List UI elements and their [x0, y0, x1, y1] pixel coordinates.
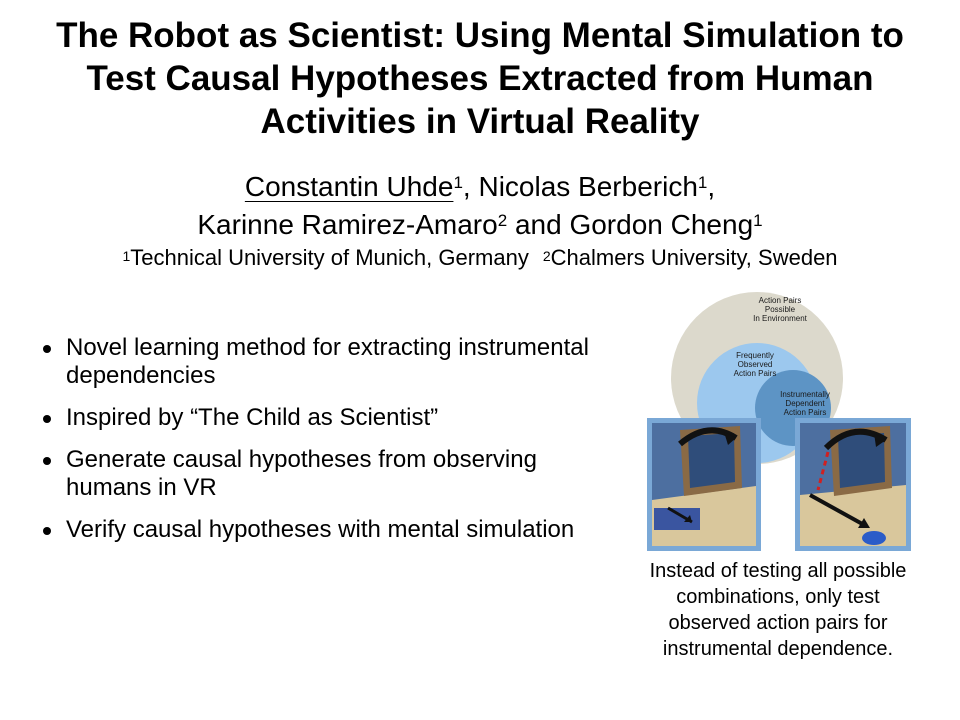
inner-label-line: Dependent [785, 399, 825, 408]
vr-scene-left [647, 418, 761, 551]
bullet-dot-icon [43, 415, 51, 423]
vr-scene-right [795, 418, 911, 551]
author-separator: , [707, 171, 716, 202]
affiliation-chalmers: Chalmers University, Sweden [550, 245, 838, 270]
middle-label-line: Frequently [736, 351, 774, 360]
bullet-text: Verify causal hypotheses with mental simulation [66, 516, 575, 543]
affil-mark: 1 [697, 173, 708, 192]
bullet-item [40, 334, 610, 390]
bullet-text: Novel learning method for extracting instrumental dependencies [66, 334, 589, 389]
bullet-item [40, 404, 610, 432]
bullet-text: Generate causal hypotheses from observing humans in VR [66, 446, 537, 501]
outer-label-line: In Environment [753, 314, 807, 323]
paper-title: The Robot as Scientist: Using Mental Simulation to Test Causal Hypotheses Extracted from Human Activities in Virtual Reality [56, 16, 904, 141]
middle-label-line: Observed [737, 360, 773, 369]
bullet-item [40, 516, 610, 544]
affil-mark: 1 [453, 173, 463, 192]
affiliations [0, 244, 960, 272]
outer-label-line: Possible [764, 305, 796, 314]
bullet-item [40, 446, 610, 502]
affil-mark: 2 [497, 211, 508, 230]
author-list [0, 168, 960, 244]
affil-mark: 2 [542, 248, 551, 264]
affil-mark: 1 [753, 211, 763, 230]
bullet-dot-icon [43, 527, 51, 535]
inner-label-line: Action Pairs [783, 408, 827, 417]
author-separator: and [507, 209, 570, 240]
author-cheng: Gordon Cheng [569, 209, 754, 240]
outer-label-line: Action Pairs [758, 296, 802, 305]
bullet-list [40, 334, 610, 558]
venn-figure [640, 290, 920, 555]
bullet-text: Inspired by “The Child as Scientist” [66, 404, 439, 431]
bullet-dot-icon [43, 457, 51, 465]
inner-label-line: Instrumentally [780, 390, 830, 399]
author-uhde: Constantin Uhde [244, 171, 454, 202]
figure-caption: Instead of testing all possible combinations, only test observed action pairs for instrumental dependence. [649, 560, 907, 660]
middle-label-line: Action Pairs [733, 369, 777, 378]
author-separator: , [462, 171, 479, 202]
affiliation-tum: Technical University of Munich, Germany [130, 245, 529, 270]
author-ramirez-amaro: Karinne Ramirez-Amaro [197, 209, 498, 240]
author-line-1 [0, 168, 960, 206]
author-berberich: Nicolas Berberich [478, 171, 698, 202]
bullet-dot-icon [43, 345, 51, 353]
author-line-2 [0, 206, 960, 244]
affil-mark: 1 [122, 248, 131, 264]
